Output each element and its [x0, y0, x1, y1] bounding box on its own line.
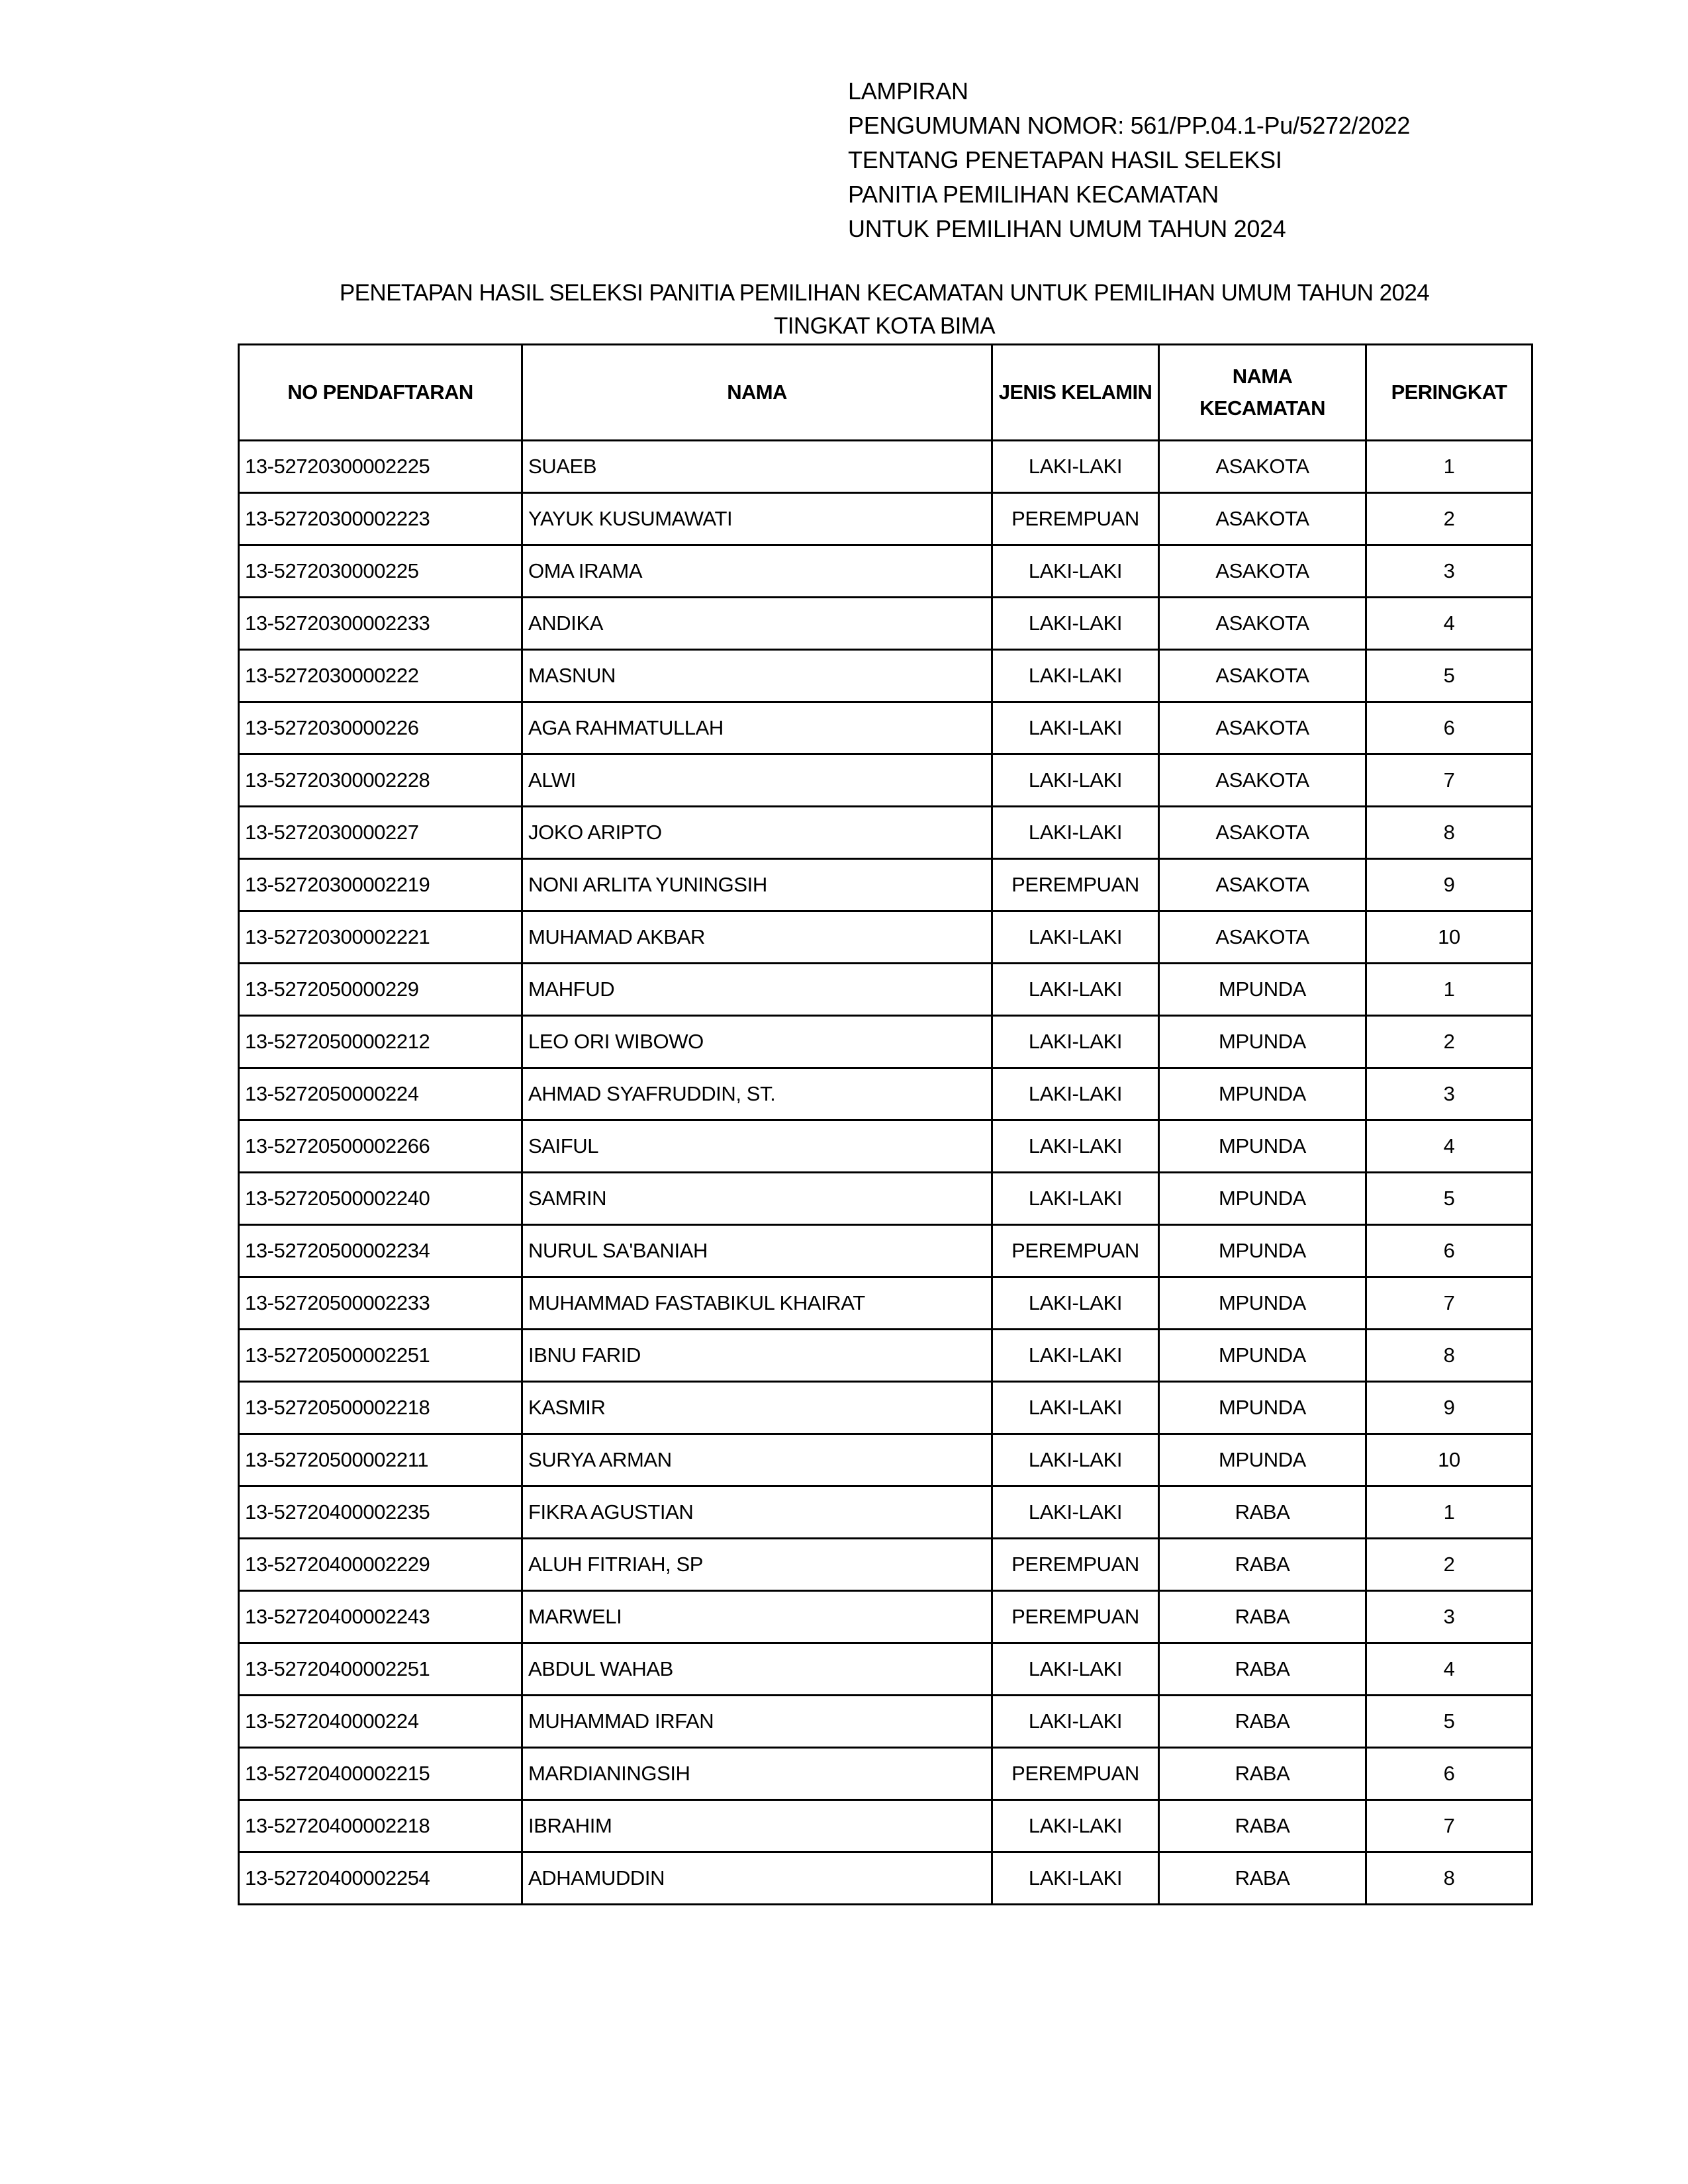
document-title [238, 277, 1530, 343]
cell-peringkat: 9 [1366, 859, 1532, 911]
table-row [239, 1225, 1532, 1277]
table-row [239, 1068, 1532, 1120]
table-row [239, 807, 1532, 859]
cell-nama: SUAEB [522, 441, 992, 493]
cell-no-pendaftaran: 13-5272030000227 [239, 807, 522, 859]
cell-nama-kecamatan: MPUNDA [1159, 1068, 1366, 1120]
cell-jenis-kelamin: PEREMPUAN [992, 1591, 1159, 1643]
cell-no-pendaftaran: 13-52720300002221 [239, 911, 522, 964]
cell-nama-kecamatan: ASAKOTA [1159, 545, 1366, 598]
table-row [239, 964, 1532, 1016]
cell-peringkat: 2 [1366, 1016, 1532, 1068]
table-header-row [239, 345, 1532, 441]
cell-peringkat: 2 [1366, 1539, 1532, 1591]
cell-nama: JOKO ARIPTO [522, 807, 992, 859]
column-header-jenis-kelamin: JENIS KELAMIN [992, 345, 1159, 441]
cell-jenis-kelamin: LAKI-LAKI [992, 1800, 1159, 1852]
table-row [239, 1852, 1532, 1905]
cell-nama: YAYUK KUSUMAWATI [522, 493, 992, 545]
table-row [239, 1696, 1532, 1748]
cell-peringkat: 8 [1366, 1852, 1532, 1905]
table-row [239, 1539, 1532, 1591]
cell-jenis-kelamin: LAKI-LAKI [992, 702, 1159, 754]
cell-peringkat: 2 [1366, 493, 1532, 545]
cell-jenis-kelamin: LAKI-LAKI [992, 598, 1159, 650]
table-row [239, 493, 1532, 545]
cell-nama: SAIFUL [522, 1120, 992, 1173]
cell-no-pendaftaran: 13-52720400002235 [239, 1486, 522, 1539]
cell-nama: ANDIKA [522, 598, 992, 650]
cell-nama-kecamatan: ASAKOTA [1159, 650, 1366, 702]
cell-jenis-kelamin: PEREMPUAN [992, 859, 1159, 911]
cell-nama-kecamatan: MPUNDA [1159, 1016, 1366, 1068]
cell-nama-kecamatan: RABA [1159, 1800, 1366, 1852]
cell-nama: OMA IRAMA [522, 545, 992, 598]
table-body [239, 441, 1532, 1905]
cell-nama-kecamatan: ASAKOTA [1159, 493, 1366, 545]
cell-peringkat: 8 [1366, 1330, 1532, 1382]
cell-nama: MUHAMMAD IRFAN [522, 1696, 992, 1748]
attachment-subject-line-3: UNTUK PEMILIHAN UMUM TAHUN 2024 [848, 215, 1286, 242]
cell-nama: LEO ORI WIBOWO [522, 1016, 992, 1068]
cell-no-pendaftaran: 13-52720500002218 [239, 1382, 522, 1434]
cell-no-pendaftaran: 13-52720300002219 [239, 859, 522, 911]
cell-peringkat: 3 [1366, 1591, 1532, 1643]
cell-jenis-kelamin: PEREMPUAN [992, 1539, 1159, 1591]
cell-nama-kecamatan: RABA [1159, 1643, 1366, 1696]
table-row [239, 1486, 1532, 1539]
cell-peringkat: 9 [1366, 1382, 1532, 1434]
cell-jenis-kelamin: LAKI-LAKI [992, 1330, 1159, 1382]
cell-nama-kecamatan: MPUNDA [1159, 1382, 1366, 1434]
selection-results-table [238, 343, 1533, 1905]
cell-no-pendaftaran: 13-5272040000224 [239, 1696, 522, 1748]
table-row [239, 1173, 1532, 1225]
cell-no-pendaftaran: 13-52720300002233 [239, 598, 522, 650]
cell-nama-kecamatan: MPUNDA [1159, 1120, 1366, 1173]
cell-no-pendaftaran: 13-52720500002266 [239, 1120, 522, 1173]
cell-jenis-kelamin: LAKI-LAKI [992, 1120, 1159, 1173]
cell-nama-kecamatan: MPUNDA [1159, 964, 1366, 1016]
cell-nama-kecamatan: RABA [1159, 1486, 1366, 1539]
cell-nama: SURYA ARMAN [522, 1434, 992, 1486]
column-header-peringkat: PERINGKAT [1366, 345, 1532, 441]
cell-no-pendaftaran: 13-52720400002218 [239, 1800, 522, 1852]
cell-nama: MUHAMAD AKBAR [522, 911, 992, 964]
cell-nama: SAMRIN [522, 1173, 992, 1225]
cell-nama: MARDIANINGSIH [522, 1748, 992, 1800]
cell-jenis-kelamin: LAKI-LAKI [992, 1643, 1159, 1696]
attachment-header [848, 74, 1410, 246]
cell-nama: MUHAMMAD FASTABIKUL KHAIRAT [522, 1277, 992, 1330]
cell-peringkat: 6 [1366, 1225, 1532, 1277]
cell-peringkat: 7 [1366, 754, 1532, 807]
attachment-label: LAMPIRAN [848, 77, 968, 105]
cell-jenis-kelamin: LAKI-LAKI [992, 911, 1159, 964]
cell-nama-kecamatan: ASAKOTA [1159, 807, 1366, 859]
cell-nama: MAHFUD [522, 964, 992, 1016]
column-header-no-pendaftaran: NO PENDAFTARAN [239, 345, 522, 441]
cell-no-pendaftaran: 13-5272030000222 [239, 650, 522, 702]
cell-nama: IBNU FARID [522, 1330, 992, 1382]
table-row [239, 859, 1532, 911]
cell-nama: AHMAD SYAFRUDDIN, ST. [522, 1068, 992, 1120]
cell-nama-kecamatan: RABA [1159, 1852, 1366, 1905]
cell-nama: AGA RAHMATULLAH [522, 702, 992, 754]
cell-peringkat: 8 [1366, 807, 1532, 859]
cell-nama-kecamatan: RABA [1159, 1748, 1366, 1800]
announcement-number: PENGUMUMAN NOMOR: 561/PP.04.1-Pu/5272/2022 [848, 112, 1411, 139]
cell-peringkat: 5 [1366, 1173, 1532, 1225]
cell-no-pendaftaran: 13-52720500002212 [239, 1016, 522, 1068]
cell-jenis-kelamin: LAKI-LAKI [992, 1016, 1159, 1068]
cell-nama: NURUL SA'BANIAH [522, 1225, 992, 1277]
column-header-nama-kecamatan [1159, 345, 1366, 441]
cell-no-pendaftaran: 13-5272030000226 [239, 702, 522, 754]
cell-nama-kecamatan: MPUNDA [1159, 1173, 1366, 1225]
cell-nama: NONI ARLITA YUNINGSIH [522, 859, 992, 911]
cell-no-pendaftaran: 13-52720400002229 [239, 1539, 522, 1591]
document-title-line-1: PENETAPAN HASIL SELEKSI PANITIA PEMILIHAN KECAMATAN UNTUK PEMILIHAN UMUM TAHUN 2024 [339, 280, 1430, 306]
cell-jenis-kelamin: LAKI-LAKI [992, 807, 1159, 859]
cell-jenis-kelamin: LAKI-LAKI [992, 1277, 1159, 1330]
attachment-subject-line-2: PANITIA PEMILIHAN KECAMATAN [848, 181, 1219, 208]
cell-jenis-kelamin: LAKI-LAKI [992, 441, 1159, 493]
cell-nama: KASMIR [522, 1382, 992, 1434]
cell-nama: ADHAMUDDIN [522, 1852, 992, 1905]
column-header-nama: NAMA [522, 345, 992, 441]
column-header-nama-kecamatan-line-2: KECAMATAN [1199, 396, 1325, 420]
cell-peringkat: 6 [1366, 702, 1532, 754]
cell-nama-kecamatan: ASAKOTA [1159, 754, 1366, 807]
table-row [239, 1591, 1532, 1643]
table-row [239, 911, 1532, 964]
cell-no-pendaftaran: 13-52720300002228 [239, 754, 522, 807]
table-row [239, 1382, 1532, 1434]
cell-jenis-kelamin: PEREMPUAN [992, 493, 1159, 545]
cell-jenis-kelamin: LAKI-LAKI [992, 1382, 1159, 1434]
cell-no-pendaftaran: 13-52720400002254 [239, 1852, 522, 1905]
cell-jenis-kelamin: LAKI-LAKI [992, 1068, 1159, 1120]
table-row [239, 1016, 1532, 1068]
cell-nama-kecamatan: RABA [1159, 1696, 1366, 1748]
cell-nama: ALUH FITRIAH, SP [522, 1539, 992, 1591]
cell-peringkat: 10 [1366, 1434, 1532, 1486]
cell-peringkat: 1 [1366, 964, 1532, 1016]
cell-no-pendaftaran: 13-52720500002211 [239, 1434, 522, 1486]
cell-peringkat: 1 [1366, 441, 1532, 493]
cell-nama-kecamatan: MPUNDA [1159, 1277, 1366, 1330]
cell-nama-kecamatan: ASAKOTA [1159, 702, 1366, 754]
cell-nama-kecamatan: MPUNDA [1159, 1330, 1366, 1382]
cell-jenis-kelamin: PEREMPUAN [992, 1748, 1159, 1800]
cell-jenis-kelamin: LAKI-LAKI [992, 1173, 1159, 1225]
table-row [239, 1277, 1532, 1330]
cell-nama-kecamatan: ASAKOTA [1159, 859, 1366, 911]
cell-peringkat: 4 [1366, 1120, 1532, 1173]
cell-nama-kecamatan: ASAKOTA [1159, 598, 1366, 650]
cell-peringkat: 7 [1366, 1800, 1532, 1852]
cell-jenis-kelamin: PEREMPUAN [992, 1225, 1159, 1277]
cell-nama-kecamatan: RABA [1159, 1591, 1366, 1643]
cell-nama: MARWELI [522, 1591, 992, 1643]
cell-peringkat: 1 [1366, 1486, 1532, 1539]
cell-no-pendaftaran: 13-52720400002251 [239, 1643, 522, 1696]
cell-jenis-kelamin: LAKI-LAKI [992, 964, 1159, 1016]
cell-peringkat: 3 [1366, 545, 1532, 598]
cell-nama: MASNUN [522, 650, 992, 702]
cell-no-pendaftaran: 13-52720500002240 [239, 1173, 522, 1225]
cell-jenis-kelamin: LAKI-LAKI [992, 545, 1159, 598]
cell-nama-kecamatan: RABA [1159, 1539, 1366, 1591]
cell-nama-kecamatan: MPUNDA [1159, 1434, 1366, 1486]
cell-nama-kecamatan: ASAKOTA [1159, 441, 1366, 493]
cell-nama: FIKRA AGUSTIAN [522, 1486, 992, 1539]
cell-no-pendaftaran: 13-52720300002225 [239, 441, 522, 493]
cell-no-pendaftaran: 13-5272050000224 [239, 1068, 522, 1120]
cell-jenis-kelamin: LAKI-LAKI [992, 1434, 1159, 1486]
cell-peringkat: 3 [1366, 1068, 1532, 1120]
column-header-nama-kecamatan-line-1: NAMA [1232, 365, 1293, 388]
cell-no-pendaftaran: 13-52720300002223 [239, 493, 522, 545]
cell-jenis-kelamin: LAKI-LAKI [992, 1696, 1159, 1748]
table-row [239, 545, 1532, 598]
attachment-subject-line-1: TENTANG PENETAPAN HASIL SELEKSI [848, 146, 1282, 173]
cell-peringkat: 5 [1366, 1696, 1532, 1748]
cell-no-pendaftaran: 13-52720500002233 [239, 1277, 522, 1330]
table-row [239, 1748, 1532, 1800]
cell-peringkat: 5 [1366, 650, 1532, 702]
table-row [239, 702, 1532, 754]
cell-jenis-kelamin: LAKI-LAKI [992, 1852, 1159, 1905]
table-row [239, 650, 1532, 702]
cell-peringkat: 10 [1366, 911, 1532, 964]
cell-nama-kecamatan: MPUNDA [1159, 1225, 1366, 1277]
cell-nama-kecamatan: ASAKOTA [1159, 911, 1366, 964]
cell-no-pendaftaran: 13-5272050000229 [239, 964, 522, 1016]
cell-nama: IBRAHIM [522, 1800, 992, 1852]
table-row [239, 1120, 1532, 1173]
cell-peringkat: 6 [1366, 1748, 1532, 1800]
cell-no-pendaftaran: 13-52720400002243 [239, 1591, 522, 1643]
cell-jenis-kelamin: LAKI-LAKI [992, 1486, 1159, 1539]
cell-nama: ALWI [522, 754, 992, 807]
cell-jenis-kelamin: LAKI-LAKI [992, 754, 1159, 807]
table-row [239, 441, 1532, 493]
cell-peringkat: 4 [1366, 1643, 1532, 1696]
cell-no-pendaftaran: 13-52720500002234 [239, 1225, 522, 1277]
table-row [239, 754, 1532, 807]
table-row [239, 1643, 1532, 1696]
cell-no-pendaftaran: 13-52720400002215 [239, 1748, 522, 1800]
cell-jenis-kelamin: LAKI-LAKI [992, 650, 1159, 702]
table-row [239, 1330, 1532, 1382]
cell-no-pendaftaran: 13-52720500002251 [239, 1330, 522, 1382]
cell-peringkat: 4 [1366, 598, 1532, 650]
cell-no-pendaftaran: 13-5272030000225 [239, 545, 522, 598]
table-row [239, 1434, 1532, 1486]
cell-peringkat: 7 [1366, 1277, 1532, 1330]
table-row [239, 1800, 1532, 1852]
document-title-line-2: TINGKAT KOTA BIMA [773, 313, 996, 339]
table-row [239, 598, 1532, 650]
cell-nama: ABDUL WAHAB [522, 1643, 992, 1696]
